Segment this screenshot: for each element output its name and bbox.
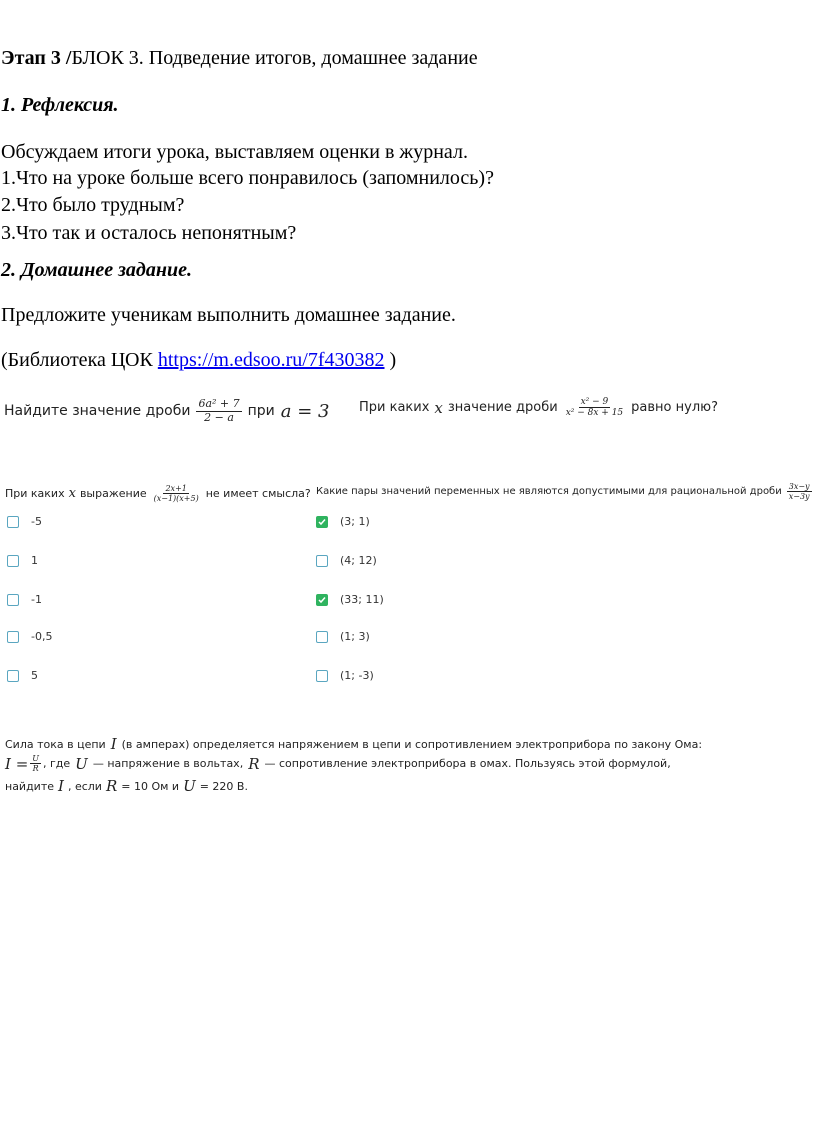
ohm-text: найдите: [5, 779, 55, 793]
option-label: (1; -3): [340, 669, 374, 682]
ohm-var-r: R: [105, 777, 118, 795]
reflection-intro: Обсуждаем итоги урока, выставляем оценки в журнал.: [1, 141, 468, 163]
task-invalid-pairs: [316, 482, 815, 501]
stage-title: [1, 46, 478, 70]
task3-numerator: 2x+1: [165, 484, 187, 493]
task3-prefix: При каких: [5, 487, 65, 501]
task1-fraction: [196, 398, 241, 424]
task3-option[interactable]: [7, 515, 42, 528]
task2-prefix: При каких: [359, 400, 430, 416]
ohm-text: — сопротивление электроприбора в омах. Пользуясь этой формулой,: [264, 757, 671, 771]
reflection-question: 1.Что на уроке больше всего понравилось (запомнилось)?: [1, 167, 494, 189]
library-prefix: (Библиотека ЦОК: [1, 349, 158, 371]
checkbox-icon[interactable]: [316, 555, 328, 567]
ohm-formula-num: U: [32, 754, 40, 763]
task2-variable: x: [434, 398, 443, 417]
task4-option[interactable]: [316, 515, 370, 528]
homework-text: Предложите ученикам выполнить домашнее задание.: [1, 304, 456, 326]
checkbox-icon[interactable]: [7, 631, 19, 643]
ohm-var-i: I: [110, 735, 117, 753]
task3-variable: x: [68, 486, 76, 502]
ohm-text: , где: [43, 757, 71, 771]
homework-heading: 2. Домашнее задание.: [1, 259, 192, 281]
task3-option[interactable]: [7, 554, 38, 567]
task3-option[interactable]: [7, 593, 42, 606]
task1-numerator: 6a² + 7: [198, 397, 240, 410]
ohm-var-u: U: [75, 754, 88, 773]
option-label: -5: [31, 515, 42, 528]
option-label: 1: [31, 554, 38, 567]
library-line: [1, 348, 396, 372]
task4-option[interactable]: [316, 554, 377, 567]
task4-denominator: x−3y: [788, 492, 810, 502]
reflection-question: 3.Что так и осталось непонятным?: [1, 222, 297, 244]
option-label: (4; 12): [340, 554, 377, 567]
checkbox-icon[interactable]: [7, 670, 19, 682]
task-ohm-line1: [5, 735, 702, 753]
task4-option[interactable]: [316, 669, 374, 682]
library-link[interactable]: https://m.edsoo.ru/7f430382: [157, 349, 385, 371]
checkbox-icon[interactable]: [7, 516, 19, 528]
ohm-formula-den: R: [32, 764, 39, 774]
ohm-text: , если: [67, 779, 102, 793]
task4-numerator: 3x−y: [788, 482, 810, 491]
task4-option[interactable]: [316, 630, 370, 643]
ohm-text: = 220 В.: [199, 779, 248, 793]
task2-fraction: [564, 397, 625, 419]
task1-condition: a = 3: [280, 400, 330, 422]
ohm-formula-lhs: I =: [5, 754, 29, 773]
task1-suffix: при: [247, 403, 275, 420]
task-undefined-expression: [5, 484, 311, 503]
task4-question: Какие пары значений переменных не являются допустимыми для рациональной дроби: [316, 486, 782, 498]
ohm-formula-fraction: [30, 754, 41, 773]
checkbox-checked-icon[interactable]: [316, 516, 328, 528]
task3-middle: выражение: [79, 487, 147, 501]
checkbox-icon[interactable]: [7, 555, 19, 567]
task3-option[interactable]: [7, 630, 52, 643]
option-label: -1: [31, 593, 42, 606]
ohm-text: = 10 Ом и: [121, 779, 180, 793]
reflection-question: 2.Что было трудным?: [1, 194, 185, 216]
task3-denominator: (x−1)(x+5): [153, 494, 199, 504]
library-suffix: ): [384, 349, 397, 371]
ohm-var-i: I: [58, 777, 64, 795]
task-fraction-zero: [359, 397, 718, 419]
task4-fraction: [787, 482, 812, 501]
task-ohm-line3: [5, 777, 248, 795]
task-evaluate-fraction: [4, 398, 330, 424]
checkbox-icon[interactable]: [316, 670, 328, 682]
task2-suffix: равно нулю?: [631, 400, 718, 416]
ohm-text: Сила тока в цепи: [5, 737, 106, 751]
task1-denominator: 2 − a: [204, 410, 234, 424]
option-label: (1; 3): [340, 630, 370, 643]
task2-middle: значение дроби: [447, 400, 558, 416]
ohm-text: (в амперах) определяется напряжением в цепи и сопротивлением электроприбора по закону Ома:: [121, 737, 703, 751]
task2-numerator: x² − 9: [580, 397, 609, 407]
ohm-var-r: R: [248, 754, 260, 773]
option-label: 5: [31, 669, 38, 682]
block-title: БЛОК 3. Подведение итогов, домашнее задание: [71, 47, 478, 69]
checkbox-icon[interactable]: [316, 631, 328, 643]
reflection-heading: 1. Рефлексия.: [1, 94, 119, 116]
checkbox-checked-icon[interactable]: [316, 594, 328, 606]
option-label: (33; 11): [340, 593, 384, 606]
task3-suffix: не имеет смысла?: [205, 487, 311, 501]
task3-fraction: [152, 484, 201, 503]
task3-option[interactable]: [7, 669, 38, 682]
option-label: (3; 1): [340, 515, 370, 528]
task-ohm-line2: [5, 754, 671, 773]
task2-denominator: x² − 8x + 15: [565, 408, 624, 419]
task1-prefix: Найдите значение дроби: [4, 403, 191, 420]
task4-option[interactable]: [316, 593, 384, 606]
ohm-text: — напряжение в вольтах,: [92, 757, 244, 771]
option-label: -0,5: [31, 630, 53, 643]
stage-label: Этап 3 /: [1, 47, 72, 69]
checkbox-icon[interactable]: [7, 594, 19, 606]
ohm-var-u: U: [183, 777, 196, 795]
